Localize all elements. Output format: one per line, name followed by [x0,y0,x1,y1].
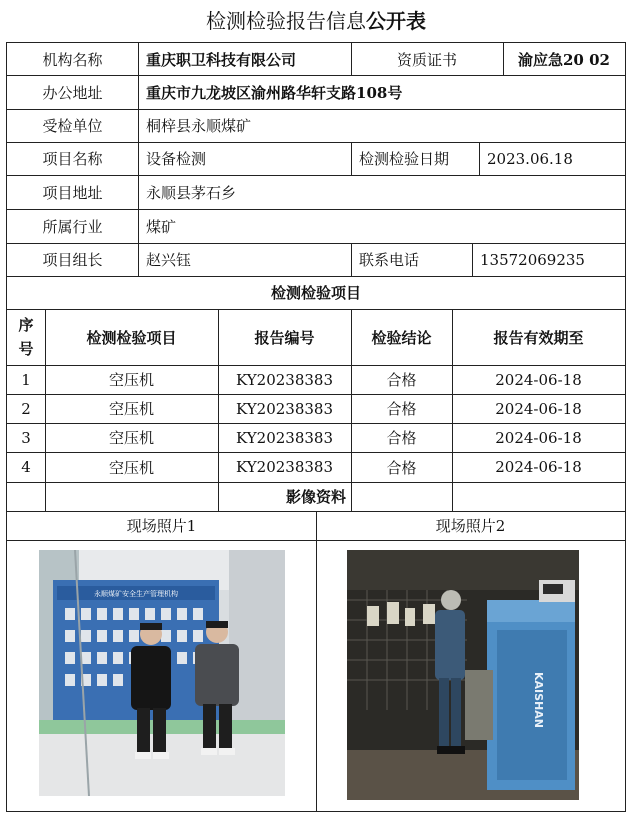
row-conclusion: 合格 [386,429,417,447]
client-label: 受检单位 [42,117,103,135]
row-seq: 4 [21,458,31,476]
project-label: 项目名称 [42,150,103,168]
row-seq: 3 [21,428,31,447]
row-valid-until: 2024-06-18 [495,428,582,447]
leader-value: 赵兴钰 [146,251,192,269]
page-title [0,4,632,38]
industry-label: 所属行业 [42,217,103,236]
header-valid-until: 报告有效期至 [493,328,584,347]
cert-label: 资质证书 [396,51,457,69]
industry-value: 煤矿 [146,217,177,236]
row-report-no: KY20238383 [235,428,334,447]
site-photo-1 [39,550,285,796]
date-label: 检测检验日期 [359,150,450,168]
row-seq: 2 [21,399,31,418]
cert-value: 渝应急20 02 [518,51,610,69]
site-photo-2 [347,550,579,800]
org-label: 机构名称 [42,51,103,69]
project-value: 设备检测 [146,150,207,168]
row-item: 空压机 [108,400,154,418]
phone-label: 联系电话 [359,251,420,269]
row-valid-until: 2024-06-18 [495,370,582,389]
row-item: 空压机 [108,371,154,389]
header-seq: 序号 [18,316,34,358]
row-report-no: KY20238383 [235,458,334,476]
date-value: 2023.06.18 [487,149,573,168]
org-value: 重庆职卫科技有限公司 [146,51,297,69]
row-report-no: KY20238383 [235,370,334,389]
leader-label: 项目组长 [42,251,103,269]
items-section-title: 检测检验项目 [270,284,361,302]
row-item: 空压机 [108,458,154,477]
client-value: 桐梓县永顺煤矿 [146,117,252,135]
board-text: 永顺煤矿安全生产管理机构 [94,590,178,598]
site-photo-2-image [347,550,579,800]
header-report-no: 报告编号 [254,328,315,347]
title-normal: 检测检验报告信息 [206,9,366,33]
site-label: 项目地址 [42,183,103,202]
addr-value: 重庆市九龙坡区渝州路华轩支路108号 [146,84,403,102]
header-conclusion: 检验结论 [371,328,432,347]
row-conclusion: 合格 [386,400,417,418]
title-bold: 公开表 [366,9,426,33]
site-photo-1-image [39,550,285,796]
row-report-no: KY20238383 [235,399,334,418]
image-section-title: 影像资料 [285,488,346,506]
site-value: 永顺县茅石乡 [146,183,237,202]
row-valid-until: 2024-06-18 [495,458,582,476]
row-conclusion: 合格 [386,371,417,389]
photo2-label: 现场照片2 [435,517,506,535]
phone-value: 13572069235 [480,250,585,269]
machine-brand: KAISHAN [532,672,545,728]
addr-label: 办公地址 [42,84,103,102]
photo1-label: 现场照片1 [126,517,197,535]
row-seq: 1 [21,370,31,389]
row-conclusion: 合格 [386,458,417,477]
header-item: 检测检验项目 [86,328,177,347]
row-item: 空压机 [108,429,154,447]
report-table [6,42,626,812]
row-valid-until: 2024-06-18 [495,399,582,418]
